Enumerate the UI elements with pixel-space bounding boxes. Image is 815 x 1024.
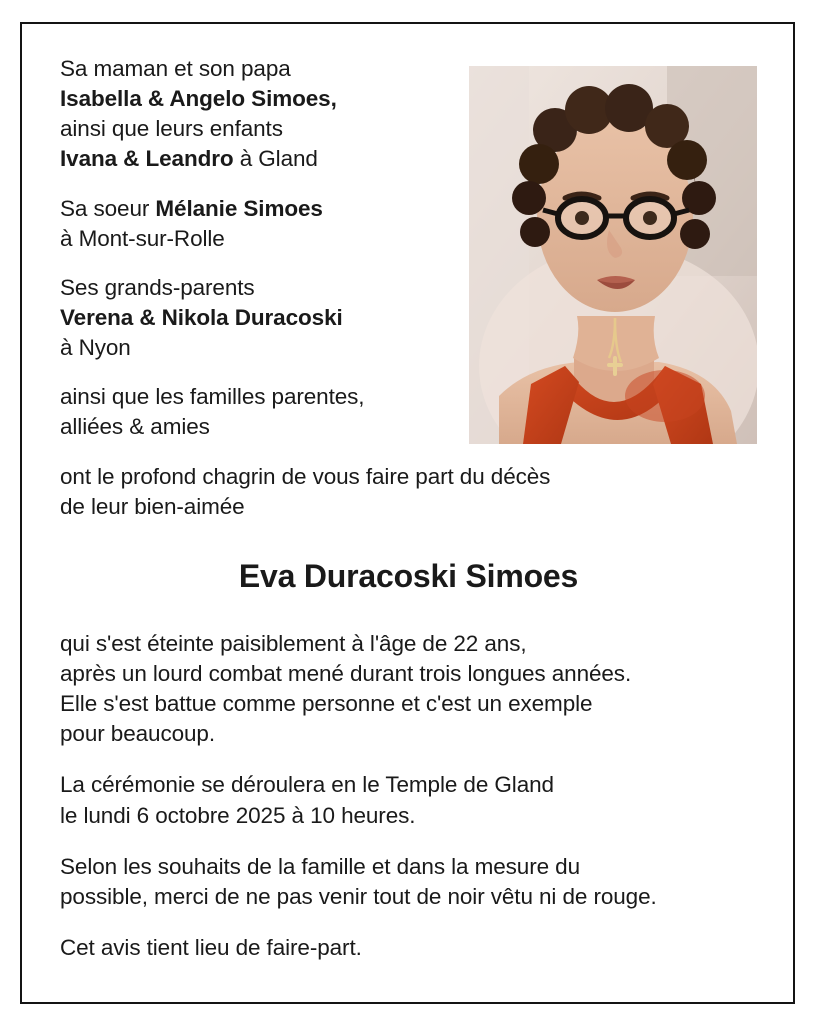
portrait-photo <box>469 66 757 444</box>
ceremony-paragraph <box>60 770 757 830</box>
notice-border-frame <box>20 22 795 1004</box>
family-section <box>60 54 757 522</box>
passing-line: Elle s'est battue comme personne et c'est un exemple <box>60 691 593 717</box>
family-line: ainsi que leurs enfants <box>60 116 283 142</box>
family-line: Sa soeur <box>60 195 156 221</box>
family-line: Ses grands-parents <box>60 274 255 300</box>
family-line: alliées & amies <box>60 414 210 440</box>
passing-line: pour beaucoup. <box>60 721 215 747</box>
dress-code-line: Selon les souhaits de la famille et dans la mesure du <box>60 853 581 879</box>
ceremony-line: le lundi 6 octobre 2025 à 10 heures. <box>60 802 416 828</box>
announcement-text <box>60 462 757 522</box>
closing-line: Cet avis tient lieu de faire-part. <box>60 934 362 960</box>
family-line: à Gland <box>233 146 318 172</box>
body-section <box>60 629 757 963</box>
family-line-bold: Ivana & Leandro <box>60 146 234 172</box>
announcement-line: ont le profond chagrin de vous faire part du décès <box>60 463 551 489</box>
closing-paragraph <box>60 933 757 963</box>
passing-paragraph <box>60 629 757 750</box>
dress-code-line: possible, merci de ne pas venir tout de noir vêtu ni de rouge. <box>60 883 657 909</box>
family-line: ainsi que les familles parentes, <box>60 384 365 410</box>
passing-line: après un lourd combat mené durant trois longues années. <box>60 660 632 686</box>
family-line-bold: Mélanie Simoes <box>155 195 323 221</box>
family-line: à Mont-sur-Rolle <box>60 225 225 251</box>
ceremony-line: La cérémonie se déroulera en le Temple de Gland <box>60 772 554 798</box>
family-line-bold: Isabella & Angelo Simoes, <box>60 86 337 112</box>
passing-line: qui s'est éteinte paisiblement à l'âge de 22 ans, <box>60 630 527 656</box>
family-line-bold: Verena & Nikola Duracoski <box>60 304 343 330</box>
portrait-illustration <box>469 66 757 444</box>
deceased-name: Eva Duracoski Simoes <box>238 557 579 594</box>
family-line: à Nyon <box>60 335 131 361</box>
family-line: Sa maman et son papa <box>60 56 291 81</box>
announcement-line: de leur bien-aimée <box>60 493 245 519</box>
dress-code-paragraph <box>60 852 757 912</box>
